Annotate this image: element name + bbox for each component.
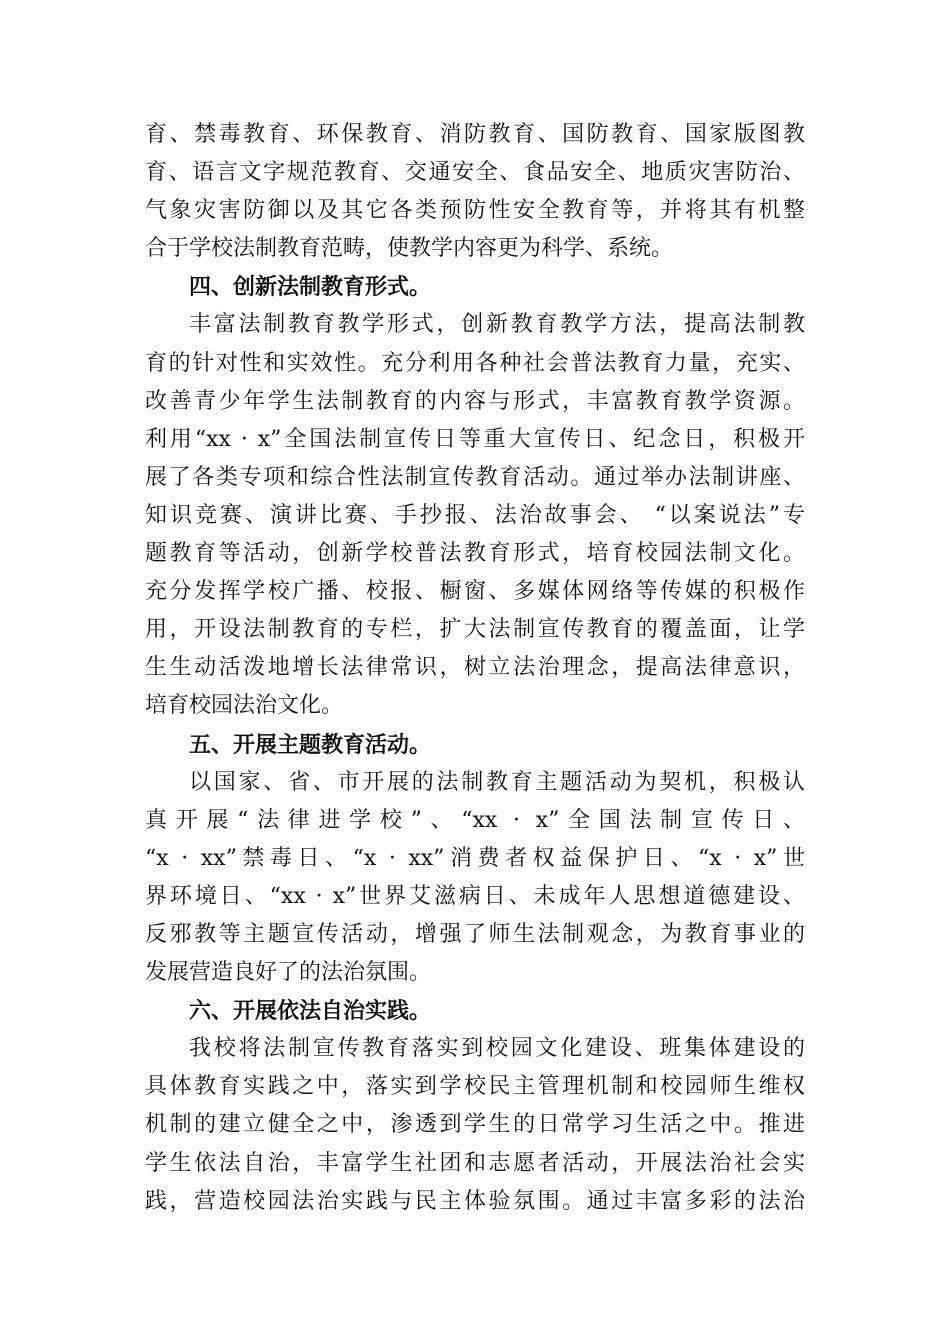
paragraph-line: 机制的建立健全之中，渗透到学生的日常学习生活之中。推进 (145, 1112, 805, 1138)
paragraph-line: 生生动活泼地增长法律常识，树立法治理念，提高法律意识， (145, 655, 805, 681)
paragraph-line: 界环境日、“xx · x”世界艾滋病日、未成年人思想道德建设、 (145, 883, 805, 909)
paragraph-line: 我校将法制宣传教育落实到校园文化建设、班集体建设的 (189, 1036, 805, 1062)
paragraph-line: 题教育等活动，创新学校普法教育形式，培育校园法制文化。 (145, 541, 805, 567)
paragraph-line: 育、禁毒教育、环保教育、消防教育、国防教育、国家版图教 (145, 122, 805, 147)
paragraph-line: 具体教育实践之中，落实到学校民主管理机制和校园师生维权 (145, 1074, 805, 1100)
document-body (145, 116, 805, 1221)
paragraph-line: 合于学校法制教育范畴，使教学内容更为科学、系统。 (145, 236, 674, 262)
paragraph-line: 改善青少年学生法制教育的内容与形式，丰富教育教学资源。 (145, 388, 805, 414)
paragraph-line: 发展营造良好了的法治氛围。 (145, 960, 432, 986)
paragraph-line: 利用“xx · x”全国法制宣传日等重大宣传日、纪念日，积极开 (145, 426, 805, 452)
paragraph-line: 培育校园法治文化。 (145, 693, 344, 719)
paragraph-line: 育的针对性和实效性。充分利用各种社会普法教育力量，充实、 (145, 350, 805, 376)
paragraph-line: 学生依法自治，丰富学生社团和志愿者活动，开展法治社会实 (145, 1150, 805, 1176)
paragraph-line: 以国家、省、市开展的法制教育主题活动为契机，积极认 (189, 769, 805, 795)
section-heading-6: 六、开展依法自治实践。 (189, 998, 432, 1025)
paragraph-line: 展了各类专项和综合性法制宣传教育活动。通过举办法制讲座、 (145, 464, 805, 490)
section-heading-5: 五、开展主题教育活动。 (189, 731, 432, 758)
paragraph-line: 丰富法制教育教学形式，创新教育教学方法，提高法制教 (189, 312, 805, 338)
paragraph-line: 用，开设法制教育的专栏，扩大法制宣传教育的覆盖面，让学 (145, 617, 805, 643)
paragraph-line: 育、语言文字规范教育、交通安全、食品安全、地质灾害防治、 (145, 160, 805, 186)
paragraph-line: 气象灾害防御以及其它各类预防性安全教育等，并将其有机整 (145, 198, 805, 224)
paragraph-line: 充分发挥学校广播、校报、橱窗、多媒体网络等传媒的积极作 (145, 579, 805, 605)
paragraph-line: 反邪教等主题宣传活动，增强了师生法制观念，为教育事业的 (145, 921, 805, 947)
paragraph-line: 践，营造校园法治实践与民主体验氛围。通过丰富多彩的法治 (145, 1188, 805, 1214)
section-heading-4: 四、创新法制教育形式。 (189, 274, 432, 301)
paragraph-line: “x · xx”禁毒日、“x · xx”消费者权益保护日、“x · x”世 (145, 845, 805, 871)
paragraph-line: 真开展“法律进学校”、“xx · x”全国法制宣传日、 (145, 807, 805, 833)
paragraph-line: 知识竞赛、演讲比赛、手抄报、法治故事会、 “以案说法”专 (145, 502, 805, 528)
